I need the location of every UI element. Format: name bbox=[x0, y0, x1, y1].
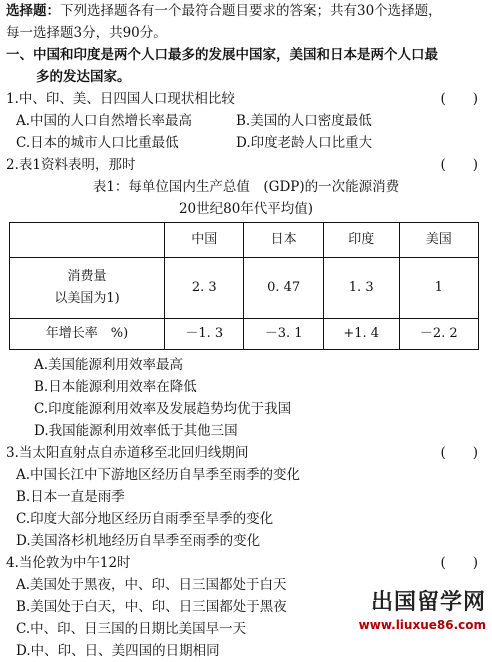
option-c: C.日本的城市人口比重最低 bbox=[16, 135, 179, 151]
option-b: B.美国的人口密度最低 bbox=[236, 113, 372, 129]
table-row bbox=[10, 258, 479, 319]
intro-line-1 bbox=[6, 0, 486, 22]
table-cell: 2. 3 bbox=[165, 258, 244, 319]
option-a: A.中国的人口自然增长率最高 bbox=[16, 113, 193, 129]
answer-blank: ( ) bbox=[440, 555, 478, 571]
option-d: D.我国能源利用效率低于其他三国 bbox=[34, 423, 238, 439]
table-cell: 0. 47 bbox=[244, 258, 323, 319]
intro-text-1: 下列选择题各有一个最符合题目要求的答案；共有30个选择题， bbox=[60, 3, 442, 19]
row-label-line: 消费量 bbox=[67, 269, 107, 284]
intro-line-2: 每一选择题3分，共90分。 bbox=[6, 25, 167, 41]
question-1-row-cd bbox=[6, 132, 486, 154]
option-a: A.美国能源利用效率最高 bbox=[34, 357, 184, 373]
table-header-cell: 印度 bbox=[323, 223, 399, 258]
answer-blank: ( ) bbox=[440, 91, 478, 107]
option-a: A.美国处于黑夜，中、印、日三国都处于白天 bbox=[16, 577, 287, 593]
option-b: B.美国处于白天，中、印、日三国都处于黑夜 bbox=[16, 599, 287, 615]
table-header-cell: 日本 bbox=[244, 223, 323, 258]
option-d: D.中、印、日、美四国的日期相同 bbox=[16, 643, 220, 659]
site-watermark bbox=[359, 592, 486, 636]
question-3-text: 3.当太阳直射点自赤道移至北回归线期间 bbox=[6, 445, 249, 461]
option-a: A.中国长江中下游地区经历自旱季至雨季的变化 bbox=[16, 467, 301, 483]
option-b: B.日本一直是雨季 bbox=[16, 489, 125, 505]
exam-page bbox=[6, 0, 486, 662]
table-cell: －3. 1 bbox=[244, 319, 323, 350]
table-cell: －1. 3 bbox=[165, 319, 244, 350]
table-cell: +1. 4 bbox=[323, 319, 399, 350]
table-cell: －2. 2 bbox=[399, 319, 478, 350]
option-c: C.印度能源利用效率及发展趋势均优于我国 bbox=[34, 401, 292, 417]
question-4-text: 4.当伦敦为中午12时 bbox=[6, 555, 131, 571]
table-header-cell: 美国 bbox=[399, 223, 478, 258]
question-1-text: 1.中、印、美、日四国人口现状相比较 bbox=[6, 91, 235, 107]
question-3-stem bbox=[6, 442, 486, 464]
option-c: C.印度大部分地区经历自雨季至旱季的变化 bbox=[16, 511, 274, 527]
table-header-row bbox=[10, 223, 479, 258]
watermark-url: www.liuxue86.com bbox=[358, 618, 486, 632]
row-label-consumption bbox=[10, 258, 165, 319]
energy-table bbox=[9, 222, 479, 350]
table-title-2: 20世纪80年代平均值) bbox=[178, 201, 314, 217]
intro-label: 选择题： bbox=[6, 3, 60, 19]
table-row bbox=[10, 319, 479, 350]
table-title-1: 表1：每单位国内生产总值 (GDP)的一次能源消费 bbox=[92, 179, 400, 195]
answer-blank: ( ) bbox=[440, 445, 478, 461]
answer-blank: ( ) bbox=[440, 157, 478, 173]
option-d: D.印度老龄人口比重大 bbox=[236, 135, 373, 151]
question-2-stem bbox=[6, 154, 486, 176]
row-label-line: 以美国为1) bbox=[54, 291, 120, 306]
table-cell: 1 bbox=[399, 258, 478, 319]
table-header-cell: 中国 bbox=[165, 223, 244, 258]
table-cell: 1. 3 bbox=[323, 258, 399, 319]
question-2-text: 2.表1资料表明，那时 bbox=[6, 157, 136, 173]
watermark-title: 出国留学网 bbox=[370, 590, 486, 615]
option-c: C.中、印、日三国的日期比美国早一天 bbox=[16, 621, 247, 637]
question-1-stem bbox=[6, 88, 486, 110]
section-heading-line-1: 一、中国和印度是两个人口最多的发展中国家，美国和日本是两个人口最 bbox=[6, 47, 438, 63]
section-heading-line-2: 多的发达国家。 bbox=[36, 69, 131, 85]
question-4-stem bbox=[6, 552, 486, 574]
option-d: D.美国洛杉机地经历自旱季至雨季的变化 bbox=[16, 533, 261, 549]
question-1-row-ab bbox=[6, 110, 486, 132]
option-b: B.日本能源利用效率在降低 bbox=[34, 379, 197, 395]
table-header-cell bbox=[10, 223, 165, 258]
row-label-growth: 年增长率 %) bbox=[10, 319, 165, 350]
